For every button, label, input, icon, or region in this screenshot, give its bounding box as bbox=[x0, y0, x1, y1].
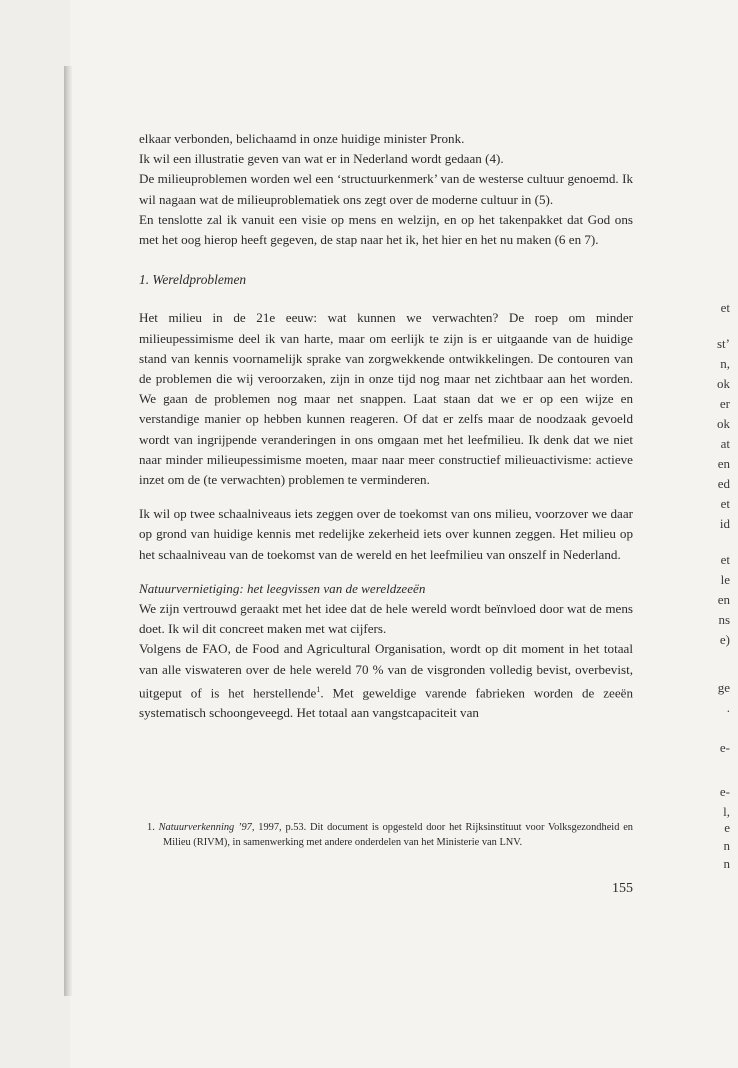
margin-fragment: et bbox=[720, 552, 730, 567]
margin-fragment: . bbox=[726, 700, 730, 715]
footnote-source: Natuurverkenning ’97 bbox=[158, 822, 252, 833]
margin-fragment: e- bbox=[719, 784, 730, 799]
book-spine-shadow bbox=[64, 66, 72, 996]
margin-fragment: n, bbox=[720, 356, 730, 371]
margin-fragment: le bbox=[720, 572, 730, 587]
intro-line-4: En tenslotte zal ik vanuit een visie op mens en welzijn, en op het takenpakket dat God ons met het oog hierop heeft gegeven, de stap naar het ik, het hier en het nu maken (6 en 7). bbox=[139, 211, 633, 248]
margin-fragment: e- bbox=[719, 740, 730, 755]
page-number: 155 bbox=[612, 881, 633, 896]
margin-fragment: id bbox=[719, 516, 730, 531]
margin-fragment: en bbox=[717, 592, 730, 607]
intro-line-1: elkaar verbonden, belichaamd in onze huidige minister Pronk. bbox=[139, 131, 465, 146]
paragraph-4-end: . Met geweldige varende fabrieken worden de zeeën systematisch schoongeveegd. Het totaal aan vangstcapaciteit van bbox=[139, 685, 633, 721]
margin-fragment: et bbox=[720, 496, 730, 511]
paragraph-2: Ik wil op twee schaalniveaus iets zeggen over de toekomst van ons milieu, voorzover we daar op grond van huidige kennis met redelijke zekerheid iets over kunnen zeggen. Het milieu op het schaalniveau van de toekomst van de wereld en het leefmilieu van onszelf in Nederland. bbox=[139, 506, 633, 562]
footnote-text: , 1997, p.53. Dit document is opgesteld door het Rijksinstituut voor Volksgezondheid en Milieu (RIVM), in samenwerking met andere onderdelen van het Ministerie van LNV. bbox=[163, 822, 633, 848]
margin-fragment: n bbox=[723, 838, 730, 853]
margin-fragment: n bbox=[723, 856, 730, 871]
paragraph-3: We zijn vertrouwd geraakt met het idee dat de hele wereld wordt beïnvloed door wat de mens doet. Ik wil dit concreet maken met wat cijfers. bbox=[139, 601, 633, 637]
paragraph-1: Het milieu in de 21e eeuw: wat kunnen we verwachten? De roep om minder milieupessimisme deel ik van harte, maar om eerlijk te zijn is er uitgaande van de huidige stand van kennis voornamelijk sprake van zorgwekkende ontwikkelingen. De contouren van de problemen die wij veroorzaken, zijn in onze tijd nog maar net zichtbaar aan het worden. We gaan de problemen nog maar net snappen. Laat staan dat we er op een wijze en verstandige manier op hebben kunnen reageren. Of dat er zelfs maar de noodzaak gevoeld wordt van ingrijpende veranderingen in ons omgaan met het leefmilieu. Ik denk dat we niet naar minder milieupessimisme moeten, maar naar meer constructief milieuactivisme: actieve inzet om de (te verwachten) problemen te verminderen. bbox=[139, 310, 633, 488]
margin-fragment: ns bbox=[718, 612, 730, 627]
margin-fragment: ge bbox=[717, 680, 730, 695]
margin-fragment: st’ bbox=[717, 336, 730, 351]
margin-fragment: ed bbox=[717, 476, 730, 491]
margin-fragment: e bbox=[724, 820, 730, 835]
margin-fragment: et bbox=[720, 300, 730, 315]
margin-fragment: ok bbox=[717, 416, 730, 431]
paragraph-4-text: Volgens de FAO, de Food and Agricultural Organisation, wordt op dit moment in het totaal van alle viswateren over de hele wereld 70 % van de visgronden volledig bevist, overbevist, uitgeput of is het herstellende bbox=[139, 641, 633, 701]
footnote-number: 1. bbox=[147, 822, 155, 833]
facing-page-gutter bbox=[0, 0, 70, 1068]
margin-fragment: er bbox=[719, 396, 730, 411]
intro-line-2: Ik wil een illustratie geven van wat er in Nederland wordt gedaan (4). bbox=[139, 151, 504, 167]
margin-fragment: en bbox=[717, 456, 730, 471]
margin-fragment: e) bbox=[719, 632, 730, 647]
section-heading: 1. Wereldproblemen bbox=[139, 272, 247, 288]
page-body bbox=[139, 129, 633, 724]
footnote bbox=[139, 821, 633, 850]
margin-fragment: l, bbox=[723, 804, 730, 819]
margin-fragment: ok bbox=[717, 376, 730, 391]
margin-fragment: at bbox=[720, 436, 730, 451]
footnote-reference[interactable]: 1 bbox=[316, 684, 321, 694]
intro-line-3: De milieuproblemen worden wel een ‘structuurkenmerk’ van de westerse cultuur genoemd. Ik wil nagaan wat de milieuproblematiek ons zegt over de moderne cultuur in (5). bbox=[139, 171, 633, 207]
paragraph-4 bbox=[139, 639, 633, 723]
subheading: Natuurvernietiging: het leegvissen van de wereldzeeën bbox=[139, 580, 426, 596]
